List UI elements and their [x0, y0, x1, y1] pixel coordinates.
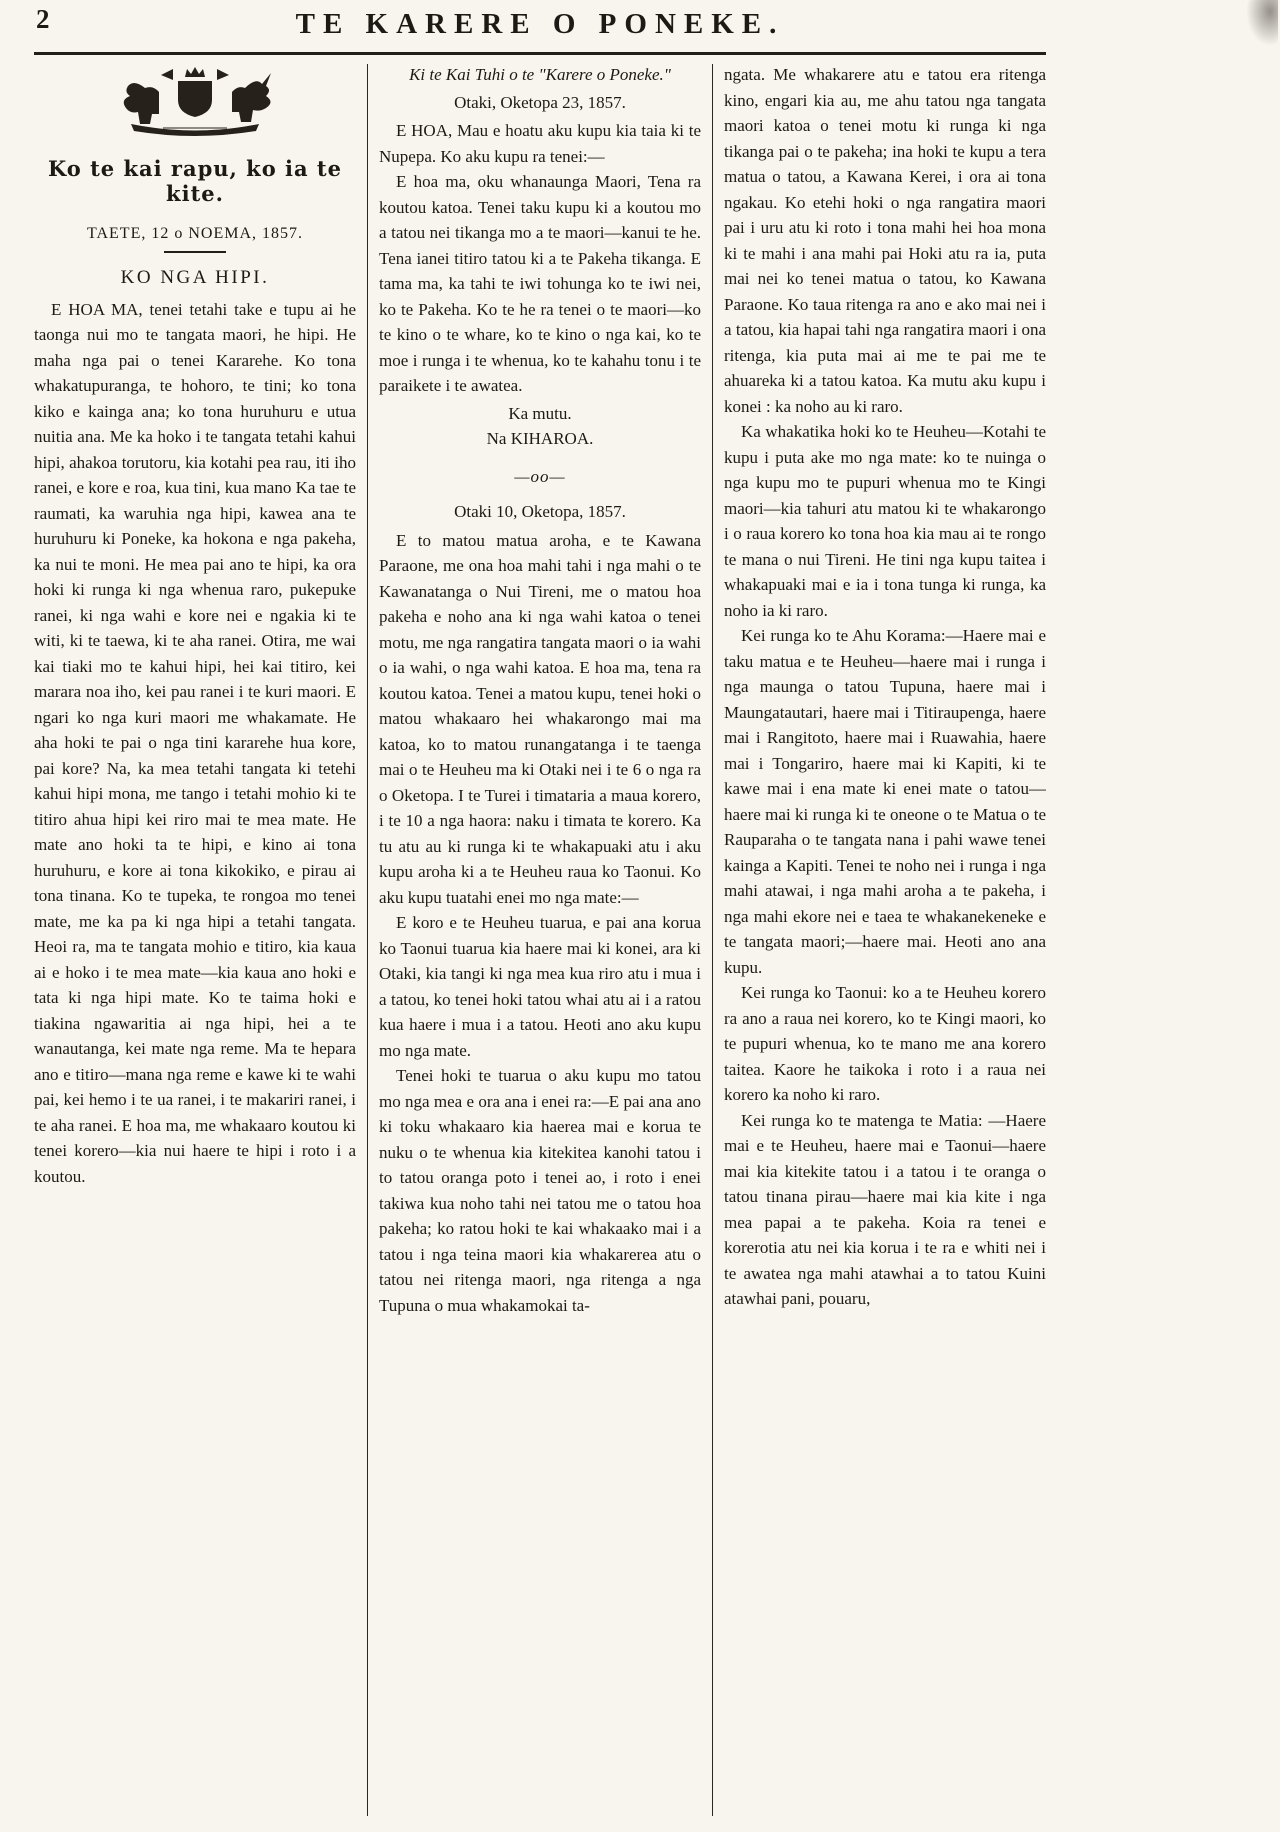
paragraph: E to matou matua aroha, e te Kawana Paraone, me ona hoa mahi tahi i nga mahi o te Kawanatanga o Nui Tireni, me o matou hoa pakeha e noho ana ki nga wahi katoa o tenei motu, me nga rangatira tangata maori o ia wahi o ia wahi, o nga wahi katoa. E hoa ma, tena ra koutou katoa. Tenei a matou kupu, tenei hoki o matou whakaaro hei whakarongo mai ma katoa, ko to matou runangatanga i te taenga mai o te Heuheu ma ki Otaki nei i te 6 o nga ra o Oketopa. I te Turei i timataria a maua korero, i te 10 a nga haora: naku i timata te korero. Ka tu atu au ki runga ki te whakapuaki atu i aku kupu aroha ki a te Heuheu raua ko Taonui. Ko aku kupu tuatahi enei mo nga mate:— — [379, 530, 701, 907]
letter-salutation: Ki te Kai Tuhi o te "Karere o Poneke." — [409, 65, 671, 84]
paragraph: Kei runga ko Taonui: ko a te Heuheu korero ra ano a raua nei korero, ko te Kingi maori, ko te pupuri whenua, ko te mano me ana korero taitea. Kaore he taikoka i roto i a raua nei korero ka noho ki raro. — [724, 983, 1046, 1104]
column-3 — [724, 62, 1046, 1824]
column-divider-rule — [367, 64, 368, 1816]
paragraph: Kei runga ko te Ahu Korama:—Haere mai e taku matua e te Heuheu—haere mai i runga i nga maunga o tatou Tupuna, haere mai i Maungatautari, haere mai i Titiraupenga, haere mai i Rangitoto, haere mai i Ruawahia, haere mai i Tongariro, haere mai ki Kapiti, ki te kawe mai i ena mate ki enei mate o tatou—haere mai ki runga ki te oneone o te Matua o te Rauparaha o te tangata nana i pahi wawe tenei kainga a Kapiti. Tenei te noho nei i runga i nga mahi atawai, i nga mahi aroha a te pakeha, i nga mahi ekore nei e taea te whakanekeneke e te tangata maori;—haere mai. Heoti ano ana kupu. — [724, 626, 1046, 977]
paragraph: E koro e te Heuheu tuarua, e pai ana korua ko Taonui tuarua kia haere mai ki konei, ara ki Otaki, kia tangi ki nga mea kua riro atu i mua i a tatou, ko tenei hoki tatou whai atu ai i a ratou kua haere i mua i a tatou. Heoti ano aku kupu mo nga mate. — [379, 913, 701, 1060]
issue-dateline: TAETE, 12 o NOEMA, 1857. — [86, 224, 304, 242]
column-2 — [379, 62, 701, 1824]
masthead-header — [34, 0, 1046, 52]
letter-closing: Ka mutu. — [508, 403, 572, 423]
section-divider: —oo— — [514, 466, 566, 486]
column-layout — [34, 55, 1046, 1824]
paragraph: Ka whakatika hoki ko te Heuheu—Kotahi te kupu i puta ake mo nga mate: ko te nuinga o nga kupu mo te pupuri whenua mo te Kingi maori—kia tahuri atu matou ki te whakarongo i o raua korero ko tona hoa kia mau ai te rongo te mana o nui Tireni. He tini nga kupu taitea i whakapuaki mai e ia i tona tunga ki runga, ka noho ia ki raro. — [724, 422, 1046, 620]
article-heading: KO NGA HIPI. — [120, 267, 270, 288]
letter-signature: Na KIHAROA. — [486, 429, 594, 448]
letter-place-date: Otaki, Oketopa 23, 1857. — [454, 92, 626, 112]
paragraph: Kei runga ko te matenga te Matia: —Haere mai e te Heuheu, haere mai e Taonui—haere mai kia kitekite tatou i a tatou i te oranga o tatou tinana pirau—haere mai kia kite i nga mea papai a te pakeha. Koia ra tenei e korerotia atu nei kia korua i te ra e whiti nei i te awatea nga mahi atawhai a to tatou Kuini atawhai pani, pouaru, — [724, 1110, 1046, 1308]
paragraph: E hoa ma, oku whanaunga Maori, Tena ra koutou katoa. Tenei taku kupu ki a koutou mo a tatou nei tikanga mo a te maori—kanui te he. Tena ianei titiro tatou ki a te Pakeha tikanga. E tama ma, ka tahi te iwi tohunga ko te iwi nei, ko te Pakeha. Ko te he ra tenei o te maori—ko te kino o te whare, ko te kino o nga kai, ko te moe i runga i te whenua, ko te kahahu tonu i te paraikete i te awatea. — [379, 172, 701, 395]
column-divider-rule — [712, 64, 713, 1816]
paragraph: E HOA, Mau e hoatu aku kupu kia taia ki te Nupepa. Ko aku kupu ra tenei:— — [379, 121, 701, 166]
column-1 — [34, 62, 356, 1824]
paragraph: Tenei hoki te tuarua o aku kupu mo tatou mo nga mea e ora ana i enei ra:—E pai ana ano ki toku whakaaro kia haerea mai e korua te nuku o te whenua kia kitekitea kanohi tatou i to tatou oranga poto i tenei ao, i roto i enei takiwa kua noho tahi nei tatou me o tatou hoa pakeha; ko ratou hoki te kai whakaako mai i a tatou i nga teina maori kia whakarerea atu o tatou nei ritenga maori, nga ritenga a nga Tupuna o mua whakamokai ta- — [379, 1066, 701, 1315]
royal-coat-of-arms-icon — [110, 66, 280, 144]
article-body-text: E HOA MA, tenei tetahi take e tupu ai he taonga nui mo te tangata maori, he hipi. He maha nga pai o tenei Kararehe. Ko tona whakatupuranga, te hohoro, te tini; ko tona kiko e kainga ana; ko tona huruhuru e utua nuitia ana. Me ka hoko i te tangata tetahi kahui hipi, ahakoa torutoru, kia kotahi pea rau, iti iho ranei, e kore e roa, kua tini, kua mano Ka tae te raumati, ka waruhia nga hipi, kawea ana te huruhuru ki Poneke, ka hokona e nga pakeha, ka nui te moni. He mea pai ano te hipi, ka ora hoki ki runga ki nga whenua raro, pukepuke ranei, ki nga wahi e kore nei e ngakia ki te witi, ki te taewa, ki te aha ranei. Otira, me wai kai tiaki mo te kahui hipi, hei kai titiro, kei marara noa iho, kei pau ranei i te kuri maori. E ngari ko nga kuri maori me whakamate. He aha hoki te pai o nga tini kararehe hua kore, pai kore? Na, ka mea tetahi tangata ki tetehi kahui hipi mona, me tango i tetahi mohio ki te titiro ahua hipi kei riro mai te mea mate. He mate ano hoki ta te hipi, e kino ai tona huruhuru, e kore ai tona kikokiko, e pirau ai tona tinana. Ko te tupeka, te rongoa mo tenei mate, me ka pa ki nga hipi a tetahi tangata. Heoi ra, ma te tangata mohio e titiro, kia kaua ai e hoko i te mea mate—kia kaua ano hoki e tata ki nga hipi mate. Ko te taima hoki e tiakina ngawaritia ai nga hipi, hei a te wanautanga, kei mate nga reme. Ma te hepara ano e titiro—mana nga reme e kawe ki te wahi pai, kei hemo i te ua ranei, i te makariri ranei, i te aha ranei. E hoa ma, me whakaaro koutou ki tenei korero—kia nui haere te hipi i roto i a koutou. — [34, 299, 356, 1186]
dateline-rule — [164, 251, 226, 253]
letter-place-date: Otaki 10, Oketopa, 1857. — [454, 502, 626, 521]
masthead-motto: Ko te kai rapu, ko ia te kite. — [48, 155, 342, 206]
ink-smudge-artifact — [1246, 0, 1278, 46]
page-number: 2 — [36, 4, 50, 34]
paragraph-continuation: ngata. Me whakarere atu e tatou era ritenga kino, engari kia au, me ahu tatou nga tangata maori katoa o tenei motu ki runga ki nga tikanga pai o te pakeha; ina hoki te kupu a tera matua o tatou, a Kawana Kerei, i ora ai tona ngakau. Ko etehi hoki o nga rangatira maori pai i uru atu ki roto i tona mahi hei hoa mona ki te mahi i ana mahi pai Hoki atu ra ia, puta mai nei ko tenei matua o tatou, ko Kawana Paraone. Ko taua ritenga ra ano e ako mai nei i a tatou, kia hapai tahi nga rangatira maori i ona ritenga, kia puta mai ai me te pai me te ahuareka ki a tatou katoa. Ka mutu aku kupu i konei : ka noho au ki raro. — [724, 65, 1046, 416]
page-title: TE KARERE O PONEKE. — [295, 8, 785, 40]
